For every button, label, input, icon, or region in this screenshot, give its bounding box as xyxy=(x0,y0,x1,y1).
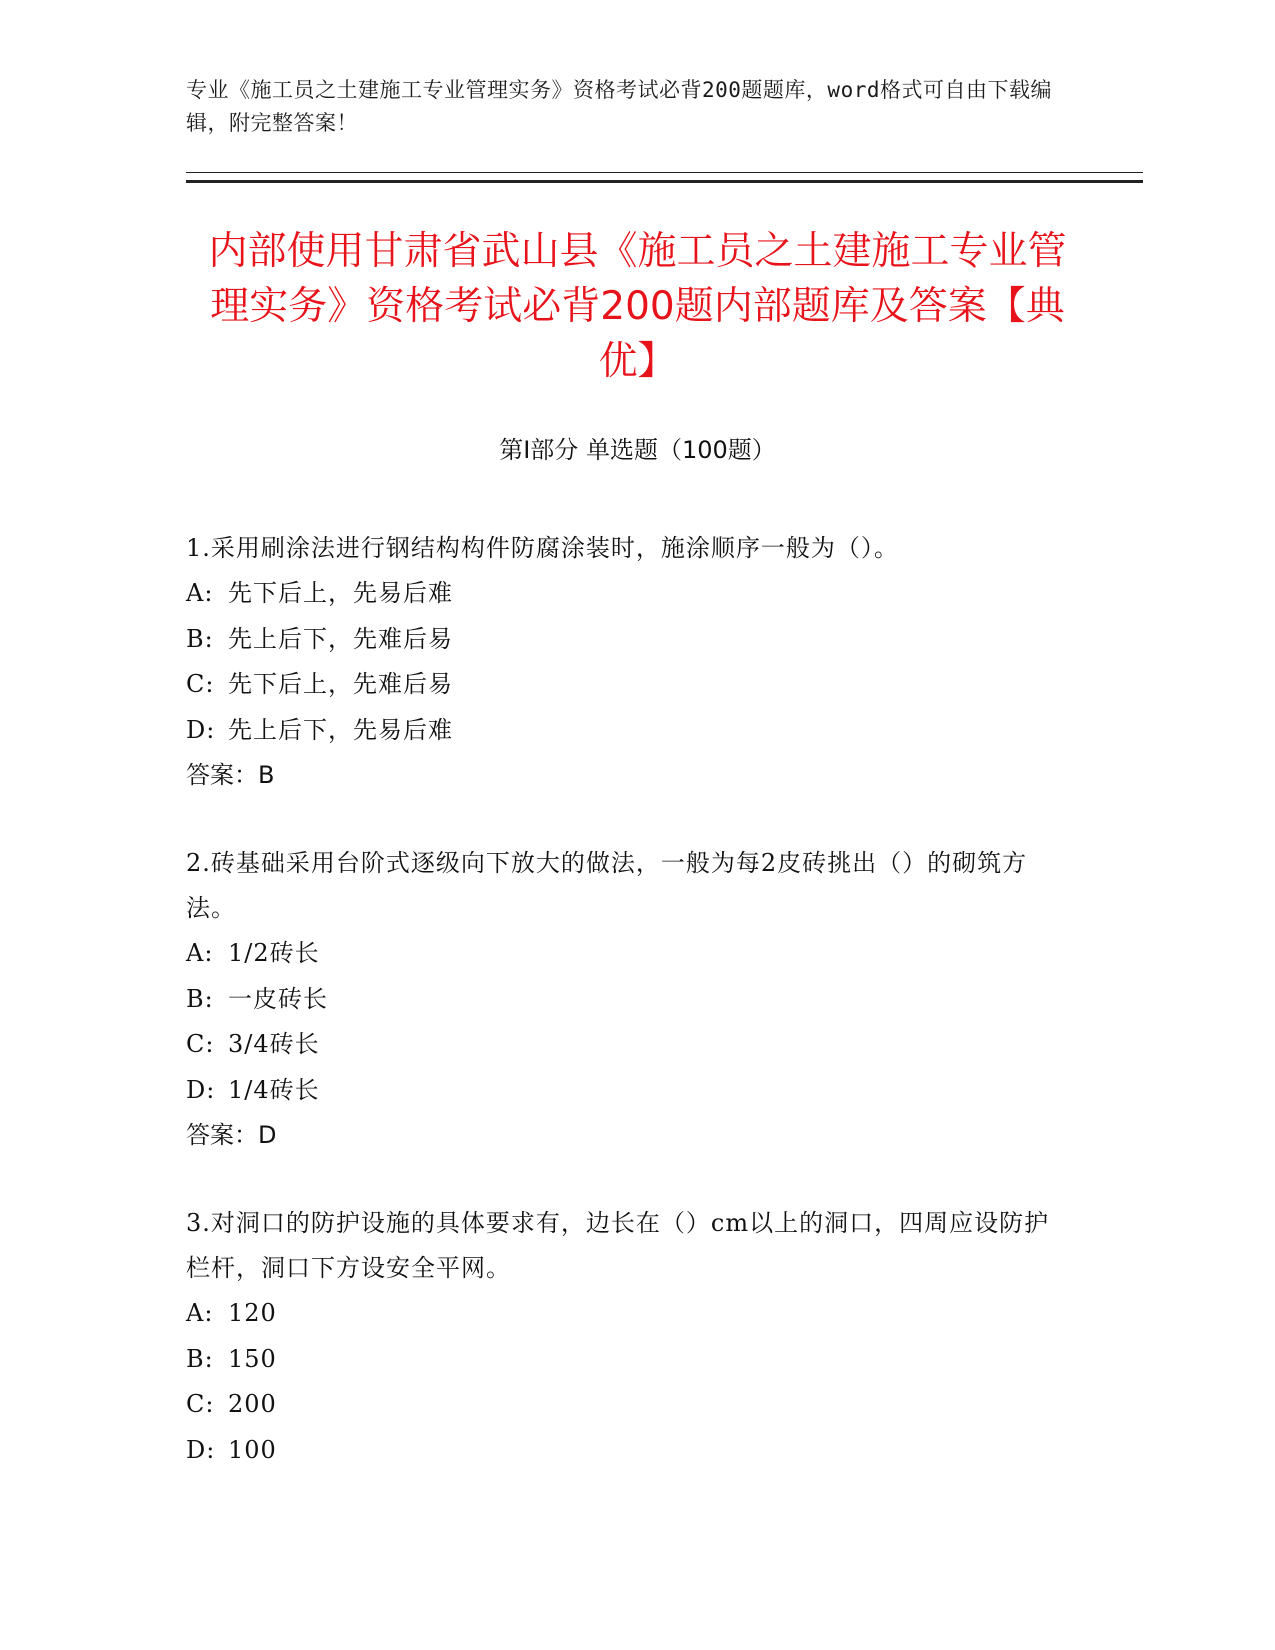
option-letter: B: xyxy=(186,984,214,1013)
header-note: 专业《施工员之土建施工专业管理实务》资格考试必背200题题库，word格式可自由下载编辑，附完整答案！ xyxy=(186,78,1052,135)
option-letter: A: xyxy=(186,579,214,607)
option-letter: C: xyxy=(186,670,215,698)
option-text: 3/4砖长 xyxy=(228,1030,320,1058)
question-3 xyxy=(186,1201,1066,1473)
option-letter: A: xyxy=(186,939,214,967)
option-a xyxy=(186,1291,1066,1337)
option-text: 100 xyxy=(228,1435,277,1464)
question-1 xyxy=(186,526,1066,798)
answer: 答案：B xyxy=(186,761,275,789)
section-title: 第I部分 单选题（100题） xyxy=(499,436,776,464)
question-text: 1.采用刷涂法进行钢结构构件防腐涂装时，施涂顺序一般为（）。 xyxy=(186,534,899,562)
option-text: 先下后上，先难后易 xyxy=(228,670,453,698)
option-letter: A: xyxy=(186,1299,214,1327)
option-a xyxy=(186,931,1066,977)
header-divider-thin xyxy=(186,172,1143,173)
option-letter: D: xyxy=(186,1435,216,1464)
option-text: 先上后下，先难后易 xyxy=(228,624,453,653)
option-d xyxy=(186,1068,1066,1114)
option-letter: C: xyxy=(186,1390,215,1418)
option-b xyxy=(186,617,1066,663)
option-c xyxy=(186,1022,1066,1068)
option-text: 一皮砖长 xyxy=(228,984,328,1013)
option-a xyxy=(186,571,1066,617)
option-text: 先下后上，先易后难 xyxy=(228,579,453,607)
option-letter: B: xyxy=(186,624,214,653)
option-text: 150 xyxy=(228,1344,277,1373)
question-text: 2.砖基础采用台阶式逐级向下放大的做法，一般为每2皮砖挑出（）的砌筑方法。 xyxy=(186,849,1028,922)
option-text: 200 xyxy=(228,1390,277,1418)
option-c xyxy=(186,1382,1066,1428)
option-b xyxy=(186,1337,1066,1383)
option-letter: C: xyxy=(186,1030,215,1058)
option-text: 120 xyxy=(228,1299,277,1327)
header-divider-thick xyxy=(186,180,1143,183)
document-title: 内部使用甘肃省武山县《施工员之土建施工专业管理实务》资格考试必背200题内部题库及答案【典优】 xyxy=(208,229,1067,384)
option-c xyxy=(186,662,1066,708)
option-letter: B: xyxy=(186,1344,214,1373)
option-text: 1/4砖长 xyxy=(228,1075,320,1104)
option-d xyxy=(186,708,1066,754)
question-text: 3.对洞口的防护设施的具体要求有，边长在（）cm以上的洞口，四周应设防护栏杆，洞口下方设安全平网。 xyxy=(186,1209,1050,1282)
option-letter: D: xyxy=(186,715,216,744)
option-b xyxy=(186,977,1066,1023)
option-text: 1/2砖长 xyxy=(228,939,320,967)
option-letter: D: xyxy=(186,1075,216,1104)
option-text: 先上后下，先易后难 xyxy=(228,715,453,744)
answer: 答案：D xyxy=(186,1121,277,1149)
option-d xyxy=(186,1428,1066,1474)
question-2 xyxy=(186,841,1066,1158)
